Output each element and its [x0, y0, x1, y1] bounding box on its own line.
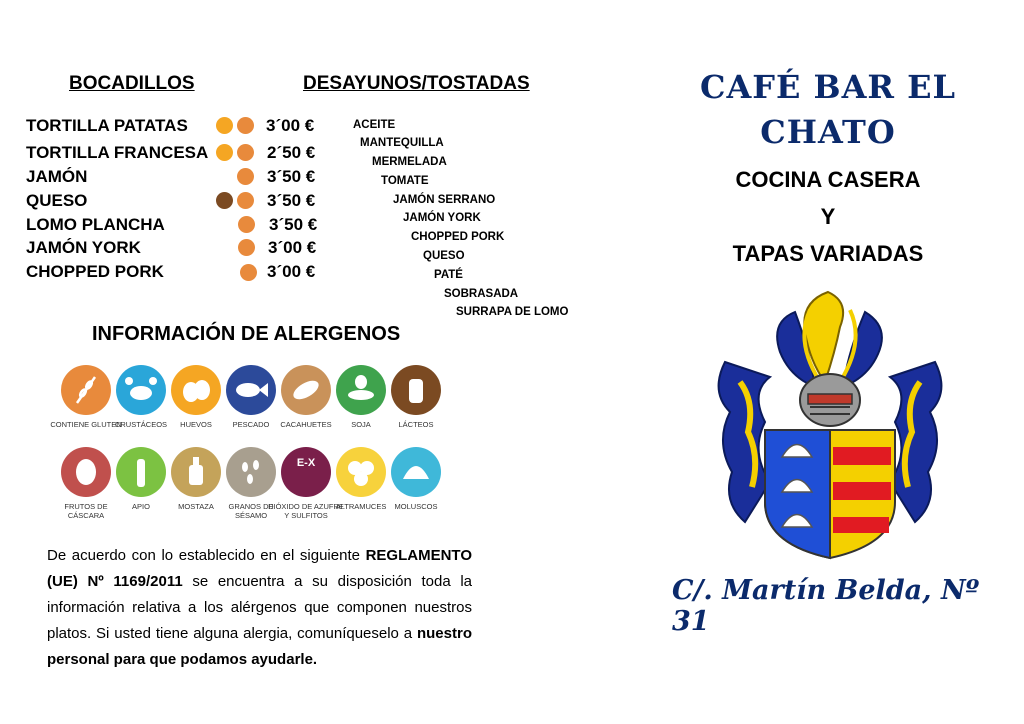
celery-icon: [116, 447, 166, 497]
list-item: QUESO: [423, 250, 465, 262]
nut-icon: [61, 447, 111, 497]
allergen-label: APIO: [132, 502, 150, 511]
gluten-icon: [237, 168, 254, 185]
notice-text: De acuerdo con lo establecido en el siguiente: [47, 547, 366, 564]
jug-icon: [391, 365, 441, 415]
allergen-label: PESCADO: [232, 420, 270, 429]
allergen-notice: [47, 543, 472, 673]
lupin-icon: [336, 447, 386, 497]
allergens-title: INFORMACIÓN DE ALERGENOS: [92, 323, 401, 345]
allergen-label: DIÓXIDO DE AZUFRE Y SULFITOS: [268, 502, 344, 520]
list-item: CHOPPED PORK: [411, 231, 505, 243]
menu-item-price: 3´00 €: [267, 262, 316, 281]
egg-icon: [171, 365, 221, 415]
menu-item-name: CHOPPED PORK: [26, 262, 164, 281]
mustard-icon: [171, 447, 221, 497]
shell-icon: [391, 447, 441, 497]
menu-item-price: 3´50 €: [267, 167, 316, 186]
menu-item-price: 3´00 €: [266, 116, 315, 135]
eggs-icon: [216, 117, 233, 134]
gluten-icon: [238, 216, 255, 233]
list-item: MANTEQUILLA: [360, 137, 444, 149]
allergen-label: MOLUSCOS: [394, 502, 438, 511]
eggs-icon: [216, 144, 233, 161]
menu-item-price: 3´50 €: [269, 215, 318, 234]
gluten-icon: [237, 192, 254, 209]
allergen-label: CONTIENE GLUTEN: [50, 420, 122, 429]
list-item: JAMÓN SERRANO: [393, 194, 496, 206]
fish-icon: [226, 365, 276, 415]
gluten-icon: [237, 117, 254, 134]
gluten-icon: [240, 264, 257, 281]
notice-text: se encuentra a su disposición toda la información relativa a los alérgenos que componen nuestros platos. Si usted tiene alguna alergia, comuníqueselo a: [47, 573, 472, 642]
menu-item-name: LOMO PLANCHA: [26, 215, 165, 234]
menu-item-name: JAMÓN: [26, 167, 88, 186]
peanut-icon: [281, 365, 331, 415]
sulphite-icon: [281, 447, 331, 497]
allergen-label: FRUTOS DE CÁSCARA: [64, 502, 108, 520]
menu-item-name: JAMÓN YORK: [26, 238, 141, 257]
bocadillos-header: BOCADILLOS: [69, 73, 195, 94]
list-item: MERMELADA: [372, 156, 447, 168]
allergen-label: CRUSTÁCEOS: [114, 420, 168, 429]
list-item: ACEITE: [353, 119, 396, 131]
allergen-label: LÁCTEOS: [398, 420, 434, 429]
gluten-icon: [238, 239, 255, 256]
allergen-label: ALTRAMUCES: [335, 502, 387, 511]
list-item: JAMÓN YORK: [403, 212, 481, 224]
tagline-cocina: COCINA CASERA: [735, 167, 921, 192]
allergen-label: MOSTAZA: [178, 502, 214, 511]
list-item: SURRAPA DE LOMO: [456, 306, 569, 318]
soy-icon: [336, 365, 386, 415]
list-item: SOBRASADA: [444, 288, 519, 300]
allergen-label: GRANOS DE SÉSAMO: [228, 502, 274, 520]
dairy-icon: [216, 192, 233, 209]
allergen-label: HUEVOS: [180, 420, 212, 429]
desayunos-header: DESAYUNOS/TOSTADAS: [303, 73, 530, 94]
list-item: TOMATE: [381, 175, 429, 187]
crab-icon: [116, 365, 166, 415]
menu-item-name: TORTILLA FRANCESA: [26, 143, 209, 162]
tagline-y: Y: [820, 204, 836, 229]
notice-closing: nuestro personal para que podamos ayudarle.: [47, 625, 472, 668]
allergen-label: SOJA: [351, 420, 371, 429]
coat-of-arms-icon: [710, 282, 950, 564]
sesame-icon: [226, 447, 276, 497]
list-item: PATÉ: [434, 269, 463, 281]
menu-item-name: TORTILLA PATATAS: [26, 116, 188, 135]
tagline-tapas: TAPAS VARIADAS: [732, 241, 924, 266]
sulphite-glyph: E-X: [296, 457, 316, 469]
address: C/. Martín Belda, Nº 31: [672, 575, 980, 637]
wheat-icon: [61, 365, 111, 415]
regulation-ref: REGLAMENTO (UE) Nº 1169/2011: [47, 547, 472, 590]
allergen-label: CACAHUETES: [280, 420, 332, 429]
cafe-name-line2: CHATO: [760, 113, 896, 151]
cafe-name-line1: CAFÉ BAR EL: [699, 68, 957, 106]
menu-item-price: 3´00 €: [268, 238, 317, 257]
gluten-icon: [237, 144, 254, 161]
menu-item-price: 3´50 €: [267, 191, 316, 210]
menu-item-name: QUESO: [26, 191, 88, 210]
menu-item-price: 2´50 €: [267, 143, 316, 162]
